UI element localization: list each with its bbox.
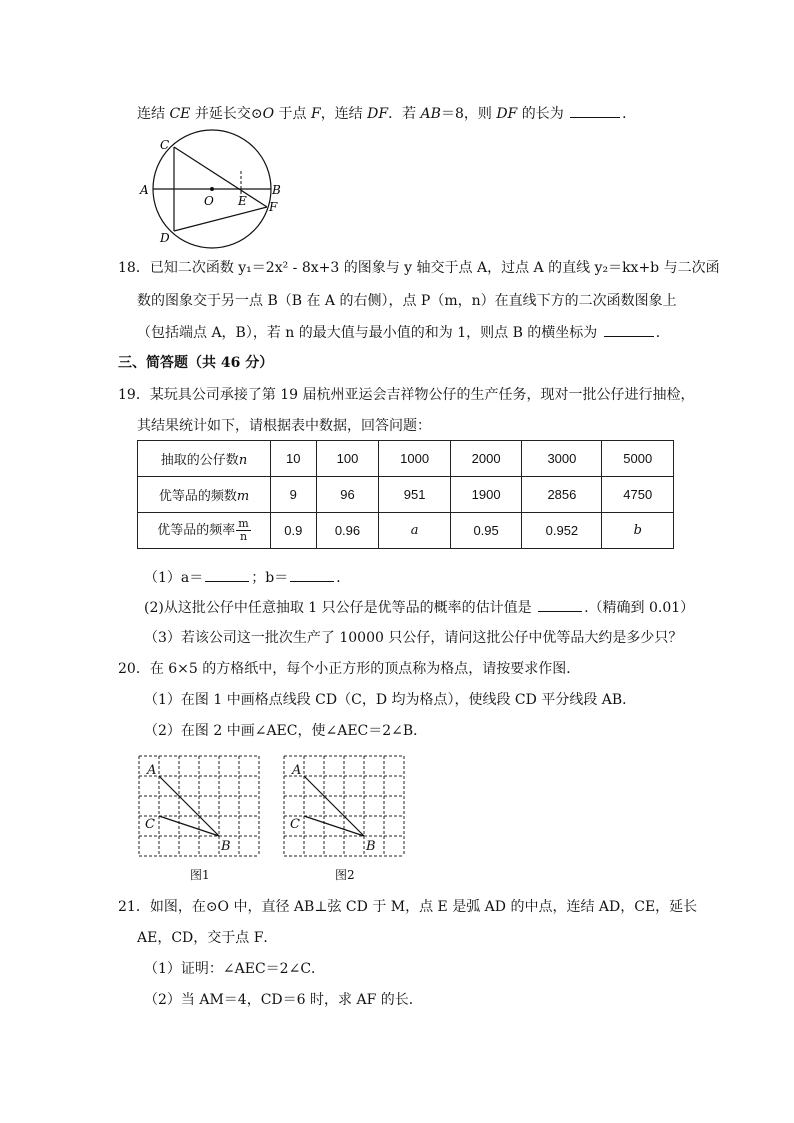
section-title: 三、简答题（共 46 分） xyxy=(118,355,274,371)
label-b: B xyxy=(366,839,376,854)
center-point-o xyxy=(210,187,214,191)
q19-answer-blank-a[interactable] xyxy=(205,567,249,582)
table-row xyxy=(138,513,674,549)
table-cell: 1000 xyxy=(379,441,450,477)
table-cell: 3000 xyxy=(522,441,602,477)
q19-sub-1 xyxy=(144,567,350,588)
table-cell: 100 xyxy=(316,441,379,477)
table-row-head: 抽取的公仔数n xyxy=(138,441,271,477)
q21-sub-1: （1）证明：∠AEC＝2∠C． xyxy=(144,961,326,977)
line-cf xyxy=(174,147,267,207)
grid-figure-1 xyxy=(139,756,261,858)
table-cell: 0.952 xyxy=(522,513,602,549)
segment-ab xyxy=(304,776,364,836)
figure-2-caption: 图2 xyxy=(335,868,355,882)
q18-text: ． xyxy=(655,325,670,341)
table-cell: 2856 xyxy=(522,477,602,513)
q17-text: O xyxy=(262,106,275,122)
table-cell: 0.9 xyxy=(271,513,317,549)
label-o: O xyxy=(204,194,214,208)
q17-text: ＝8，则 xyxy=(440,106,497,122)
label-e: E xyxy=(238,194,247,208)
q19-text: .（精确到 0.01） xyxy=(584,600,695,616)
q19-text: (2)从这批公仔中任意抽取 1 只公仔是优等品的概率的估计值是 xyxy=(144,600,532,616)
label-a: A xyxy=(147,763,157,778)
q18-answer-blank[interactable] xyxy=(604,322,654,337)
q19-sub-2 xyxy=(144,597,694,618)
table-cell: b xyxy=(602,513,674,549)
fraction-m-over-n: $\frac{m}{n}$ xyxy=(238,517,249,543)
table-row xyxy=(138,441,674,477)
q17-text: ，连结 xyxy=(320,106,368,122)
label-a: A xyxy=(292,763,302,778)
label-c: C xyxy=(290,817,300,832)
table-cell: 1900 xyxy=(450,477,521,513)
segment-cb xyxy=(304,816,364,836)
q20-line-1: 20．在 6×5 的方格纸中，每个小正方形的顶点称为格点，请按要求作图． xyxy=(118,661,581,677)
table-cell: 0.96 xyxy=(316,513,379,549)
q19-frequency-table xyxy=(137,440,674,549)
label-a: A xyxy=(140,183,149,197)
q18-text: （包括端点 A，B），若 n 的最大值与最小值的和为 1，则点 B 的横坐标为 xyxy=(137,325,598,341)
q21-sub-2: （2）当 AM＝4，CD＝6 时，求 AF 的长． xyxy=(144,992,423,1008)
label-f: F xyxy=(269,200,278,214)
table-row-head: 优等品的频率 $\frac{m}{n}$ xyxy=(138,513,271,549)
segment-cb xyxy=(159,816,219,836)
table-cell: 951 xyxy=(379,477,450,513)
q17-text: ．若 xyxy=(388,106,421,122)
table-row-head: 优等品的频数m xyxy=(138,477,271,513)
q17-text: ． xyxy=(622,106,637,122)
label-d: D xyxy=(160,231,170,245)
q20-sub-2: （2）在图 2 中画∠AEC，使∠AEC＝2∠B． xyxy=(144,723,428,739)
q19-text: ． xyxy=(336,570,351,586)
label-c: C xyxy=(160,138,170,152)
q17-text: F xyxy=(310,106,321,122)
grid-lines xyxy=(284,756,404,856)
q17-text: 于点 xyxy=(274,106,311,122)
table-cell: 9 xyxy=(271,477,317,513)
label-c: C xyxy=(145,817,155,832)
segment-ab xyxy=(159,776,219,836)
label-b: B xyxy=(221,839,231,854)
q19-line-2: 其结果统计如下，请根据表中数据，回答问题： xyxy=(137,418,431,434)
q18-line-1: 18．已知二次函数 y₁＝2x² - 8x+3 的图象与 y 轴交于点 A，过点 A 的直线 y₂＝kx+b 与二次函 xyxy=(118,260,720,276)
q20-sub-1: （1）在图 1 中画格点线段 CD（C，D 均为格点），使线段 CD 平分线段 AB． xyxy=(144,692,637,708)
q17-question-tail xyxy=(137,103,636,124)
q17-text: DF xyxy=(496,106,518,122)
q19-answer-blank-b[interactable] xyxy=(290,567,334,582)
table-cell: 10 xyxy=(271,441,317,477)
q19-line-1: 19．某玩具公司承接了第 19 届杭州亚运会吉祥物公仔的生产任务，现对一批公仔进行抽检， xyxy=(118,387,695,403)
table-cell: 5000 xyxy=(602,441,674,477)
table-cell: a xyxy=(379,513,450,549)
q17-text: CE xyxy=(169,106,191,122)
q19-text: ；b＝ xyxy=(251,570,289,586)
q17-circle-figure xyxy=(135,135,295,247)
q17-text: 并延长交⊙ xyxy=(190,106,263,122)
table-cell: 96 xyxy=(316,477,379,513)
table-cell: 0.95 xyxy=(450,513,521,549)
q19-text: （1）a＝ xyxy=(144,570,204,586)
grid-lines xyxy=(139,756,259,856)
q17-text: 连结 xyxy=(137,106,170,122)
q17-text: AB xyxy=(420,106,441,122)
q19-answer-blank-c[interactable] xyxy=(538,597,582,612)
q18-line-3 xyxy=(137,322,670,343)
q17-text: DF xyxy=(367,106,389,122)
table-cell: 4750 xyxy=(602,477,674,513)
q17-answer-blank[interactable] xyxy=(570,103,620,118)
label-b: B xyxy=(272,183,281,197)
q17-text: 的长为 xyxy=(517,106,564,122)
q21-line-2: AE，CD，交于点 F． xyxy=(137,930,278,946)
q19-sub-3: （3）若该公司这一批次生产了 10000 只公仔，请问这批公仔中优等品大约是多少只？ xyxy=(144,630,683,646)
table-cell: 2000 xyxy=(450,441,521,477)
line-df xyxy=(174,207,267,231)
q21-line-1: 21．如图，在⊙O 中，直径 AB⊥弦 CD 于 M，点 E 是弧 AD 的中点，连结 AD，CE，延长 xyxy=(118,899,698,915)
grid-figure-2 xyxy=(284,756,406,858)
figure-1-caption: 图1 xyxy=(190,868,210,882)
table-row xyxy=(138,477,674,513)
q18-line-2: 数的图象交于另一点 B（B 在 A 的右侧），点 P（m，n）在直线下方的二次函数图象上 xyxy=(137,293,677,309)
